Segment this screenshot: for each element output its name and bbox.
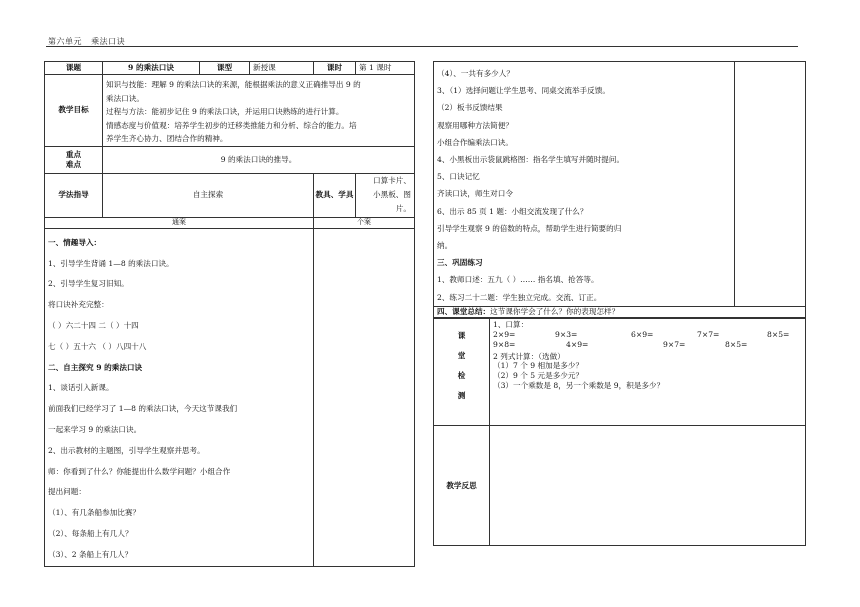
calc-row-2 [493, 340, 802, 350]
tools-label: 教具、学具 [314, 173, 356, 217]
column-common: 通案 [45, 217, 314, 228]
keypoints-label-2: 难点 [65, 159, 82, 169]
period-value: 第 1 课时 [356, 62, 415, 75]
right-body-common [434, 62, 735, 307]
body-row [45, 228, 415, 566]
check-content [490, 318, 806, 426]
text-line: 七（ ）五十六 （ ）八四十八 [48, 341, 147, 351]
text-line: 2、出示教材的主题图，引导学生观察并思考。 [48, 445, 205, 455]
text-line: 4、小黑板出示袋鼠跳格图：指名学生填写并随时提问。 [437, 155, 625, 165]
text-line: 三、巩固练习 [437, 258, 483, 268]
question: （3）一个乘数是 8，另一个乘数是 9，积是多少？ [493, 381, 665, 391]
summary-label: 四、课堂总结： [437, 307, 491, 317]
text-line: 1、教师口述：五九（ ）…… 指名填、抢答等。 [437, 275, 599, 285]
check-row [434, 318, 806, 426]
header-topic: 乘法口诀 [91, 37, 126, 46]
calc-row-1 [493, 330, 802, 340]
text-line: 情感态度与价值观：培养学生初步的迁移类推能力和分析、综合的能力。培 [106, 120, 357, 130]
list-title: 2 列式计算：（选做） [493, 351, 565, 361]
text-line: 知识与技能：理解 9 的乘法口诀的来源，能根据乘法的意义正确推导出 9 的 [106, 80, 361, 89]
text-line: 前面我们已经学习了 1—8 的乘法口诀，今天这节课我们 [48, 404, 238, 414]
text-line: （2）板书反馈结果 [437, 103, 503, 113]
method-label: 学法指导 [45, 173, 103, 217]
calc-item: 8×5= [767, 329, 790, 339]
body-individual [314, 228, 415, 566]
check-label-char-3: 检 [457, 370, 466, 380]
text-line: 3、（1）选择问题让学生思考、同桌交流举手反馈。 [437, 86, 610, 96]
text-line: 1、引导学生背诵 1—8 的乘法口诀。 [48, 258, 174, 268]
keypoints-value: 9 的乘法口诀的推导。 [103, 146, 415, 173]
method-value: 自主探索 [103, 173, 314, 217]
lesson-plan-continued-table [433, 61, 806, 319]
text-line: 小组合作编乘法口诀。 [437, 137, 513, 147]
text-line: （1）、有几条船参加比赛？ [48, 508, 141, 518]
type-label: 课型 [200, 62, 250, 75]
calc-item: 4×9= [566, 339, 589, 349]
question: （2）9 个 5 元是多少元？ [493, 371, 584, 381]
calc-item: 9×7= [663, 339, 686, 349]
text-line: 2、引导学生复习旧知。 [48, 279, 129, 289]
text-line: 一起来学习 9 的乘法口诀。 [48, 424, 142, 434]
calc-item: 8×5= [725, 339, 748, 349]
text-line: 一、情趣导入： [48, 237, 102, 247]
calc-item: 6×9= [631, 329, 654, 339]
goals-row [45, 75, 415, 147]
calc-item: 2×9= [493, 329, 516, 339]
summary-text: 这节课你学会了什么？你的表现怎样？ [490, 307, 620, 317]
columns-row [45, 217, 415, 228]
goals-label: 教学目标 [45, 75, 103, 147]
question: （1）7 个 9 相加是多少？ [493, 361, 584, 371]
oral-title: 1、口算： [493, 320, 529, 329]
keypoints-row [45, 146, 415, 173]
lesson-plan-table [44, 61, 415, 567]
text-line: 齐读口诀，师生对口令 [437, 189, 513, 199]
calc-item: 9×8= [493, 339, 516, 349]
text-line: 2、练习二十二题：学生独立完成。交流、订正。 [437, 292, 602, 302]
text-line: 观察用哪种方法简便？ [437, 120, 513, 130]
text-line: 过程与方法：能初步记住 9 的乘法口诀，并运用口诀熟练的进行计算。 [106, 107, 344, 116]
header-rule [46, 46, 798, 47]
text-line: （ ）六二十四 二（ ）十四 [48, 320, 139, 330]
check-label [434, 318, 490, 426]
check-label-char-1: 课 [457, 330, 466, 340]
reflection-row [434, 426, 806, 546]
text-line: 1、谈话引入新课。 [48, 383, 114, 393]
calc-item: 7×7= [697, 329, 720, 339]
text-line: 引导学生观察 9 的倍数的特点，帮助学生进行简要的归 [437, 223, 622, 233]
keypoints-label [45, 146, 103, 173]
title-label: 课题 [45, 62, 103, 75]
keypoints-label-1: 重点 [65, 149, 82, 159]
title-row [45, 62, 415, 75]
text-line: 提出问题： [48, 487, 86, 497]
text-line: 二、自主探究 9 的乘法口诀 [48, 362, 143, 372]
column-individual: 个案 [314, 217, 415, 228]
reflection-content [490, 426, 806, 546]
period-label: 课时 [314, 62, 356, 75]
text-line: 乘法口诀。 [106, 93, 144, 103]
right-body-row [434, 62, 806, 307]
reflection-label: 教学反思 [434, 426, 490, 546]
header-unit: 第六单元 [48, 37, 82, 46]
text-line: 将口诀补充完整： [48, 300, 109, 310]
tools-line-2: 小黑板、图片。 [373, 189, 411, 214]
text-line: （4）、一共有多少人？ [437, 69, 514, 78]
text-line: 6、出示 85 页 1 题：小组交流发现了什么？ [437, 206, 588, 216]
text-line: （3）、2 条船上有几人？ [48, 549, 133, 559]
title-value: 9 的乘法口诀 [103, 62, 200, 75]
tools-value [356, 173, 415, 217]
check-label-char-4: 测 [457, 390, 466, 400]
text-line: （2）、每条船上有几人？ [48, 528, 133, 538]
method-row [45, 173, 415, 217]
text-line: 纳。 [437, 241, 453, 251]
text-line: 5、口诀记忆 [437, 172, 480, 182]
check-label-char-2: 堂 [457, 350, 466, 360]
check-table [433, 317, 806, 546]
text-line: 师：你看到了什么？你能提出什么数学问题？小组合作 [48, 466, 231, 476]
tools-line-1: 口算卡片、 [373, 175, 411, 185]
right-body-individual [735, 62, 806, 307]
text-line: 养学生齐心协力、团结合作的精神。 [106, 134, 228, 143]
calc-item: 9×3= [555, 329, 578, 339]
goals-content [103, 75, 415, 147]
type-value: 新授课 [250, 62, 314, 75]
body-common [45, 228, 314, 566]
